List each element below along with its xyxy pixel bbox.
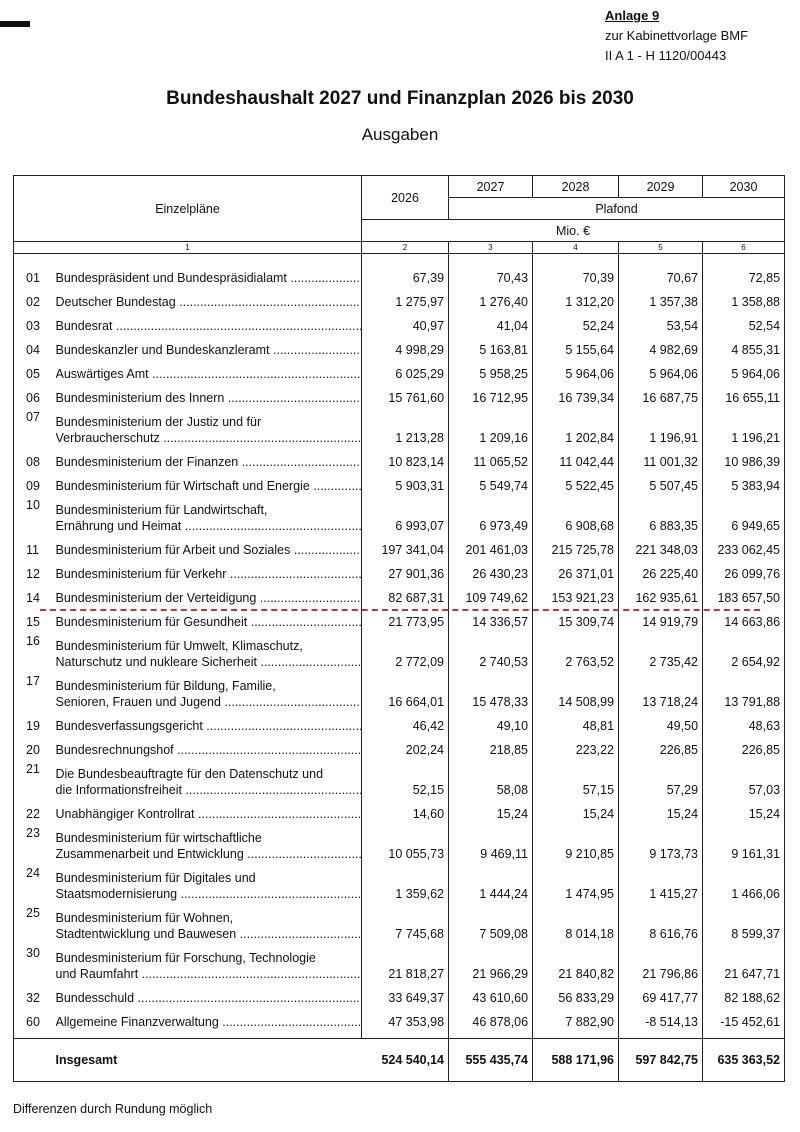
row-label-line: Zusammenarbeit und Entwicklung [55,847,244,861]
row-code: 08 [26,455,40,469]
row-code: 02 [26,295,40,309]
total-row [14,1039,785,1082]
row-label-line: Bundesrechnungshof [55,743,174,757]
row-value-2026: 1 359,62 [362,862,449,902]
document-subtitle: Ausgaben [361,125,439,144]
row-code: 05 [26,367,40,381]
row-value-2029: 53,54 [619,310,703,334]
row-code: 23 [26,826,40,840]
row-value-2028: 11 042,44 [533,446,619,470]
leader-dots [236,927,361,941]
row-code: 07 [26,410,40,424]
row-value-2029: 162 935,61 [619,582,703,606]
table-row [14,446,785,470]
table-row [14,310,785,334]
row-value-2028: 7 882,90 [533,1006,619,1030]
row-label-line: Die Bundesbeauftragte für den Datenschutz und [55,767,324,781]
row-value-2029: 226,85 [619,734,703,758]
row-label-line: Bundesministerium für Verkehr [55,567,227,581]
row-label [56,534,362,558]
row-value-2026: 14,60 [362,798,449,822]
row-label-line: Bundesministerium für Arbeit und Soziales [55,543,291,557]
row-value-2028: 6 908,68 [533,494,619,534]
row-value-2029: 5 964,06 [619,358,703,382]
row-value-2027: 7 509,08 [449,902,533,942]
row-value-2029: 11 001,32 [619,446,703,470]
row-label-line: Bundesschuld [55,991,135,1005]
row-code: 24 [26,866,40,880]
leader-dots [226,567,361,581]
leader-dots [244,847,361,861]
row-value-2028: 215 725,78 [533,534,619,558]
leader-dots [194,807,361,821]
row-value-2028: 1 202,84 [533,406,619,446]
row-value-2030: 26 099,76 [724,567,781,581]
row-value-2026: 1 275,97 [362,286,449,310]
row-label [56,262,362,286]
row-label [56,406,362,446]
row-value-2027: 109 749,62 [449,582,533,606]
row-value-2026: 197 341,04 [362,534,449,558]
budget-table [13,175,785,1082]
row-label-line: Bundesverfassungsgericht [55,719,203,733]
row-value-2028: 1 474,95 [533,862,619,902]
row-value-2030: 9 161,31 [731,847,781,861]
row-code: 60 [26,1015,40,1029]
row-code: 25 [26,906,40,920]
table-row [14,982,785,1006]
row-value-2027: 1 444,24 [449,862,533,902]
row-code: 04 [26,343,40,357]
row-value-2027: 21 966,29 [449,942,533,982]
row-value-2028: 5 522,45 [533,470,619,494]
row-code: 06 [26,391,40,405]
row-label [56,982,362,1006]
row-value-2028: 15,24 [533,798,619,822]
attachment-label: Anlage 9 [605,8,660,23]
row-code: 12 [26,567,40,581]
attachment-note [605,6,748,66]
row-value-2028: 9 210,85 [533,822,619,862]
row-value-2026: 10 055,73 [362,822,449,862]
row-value-2026: 7 745,68 [362,902,449,942]
row-value-2030: 226,85 [741,743,781,757]
row-value-2030: 15,24 [748,807,781,821]
leader-dots [224,391,361,405]
row-value-2026: 46,42 [362,710,449,734]
row-value-2027: 14 336,57 [449,606,533,630]
row-value-2026: 202,24 [362,734,449,758]
header-2027: 2027 [449,176,533,198]
row-label-line: und Raumfahrt [55,967,139,981]
table-row [14,942,785,982]
table-row [14,382,785,406]
row-label-line: Allgemeine Finanzverwaltung [55,1015,219,1029]
row-value-2027: 15,24 [449,798,533,822]
table-row [14,582,785,606]
row-label-line: Staatsmodernisierung [55,887,178,901]
row-label-line: Naturschutz und nukleare Sicherheit [55,655,258,669]
table-row [14,358,785,382]
row-value-2027: 201 461,03 [449,534,533,558]
table-row [14,494,785,534]
row-value-2028: 57,15 [533,758,619,798]
row-value-2030: 1 358,88 [731,295,781,309]
row-value-2029: 1 357,38 [619,286,703,310]
row-code: 17 [26,674,40,688]
row-value-2027: 58,08 [449,758,533,798]
table-row [14,710,785,734]
row-value-2026: 67,39 [362,262,449,286]
row-value-2026: 21 773,95 [362,606,449,630]
row-value-2026: 33 649,37 [362,982,449,1006]
header-2030: 2030 [703,176,785,198]
leader-dots [219,1015,361,1029]
row-value-2030: 52,54 [748,319,781,333]
row-value-2029: 4 982,69 [619,334,703,358]
index-cell: 6 [703,242,785,254]
table-row [14,822,785,862]
leader-dots [256,591,361,605]
table-row [14,406,785,446]
row-value-2028: 21 840,82 [533,942,619,982]
row-code: 21 [26,762,40,776]
row-value-2027: 5 163,81 [449,334,533,358]
row-value-2028: 14 508,99 [533,670,619,710]
header-2026: 2026 [362,176,449,220]
row-label-line: Bundesministerium der Justiz und für [55,415,262,429]
row-value-2027: 5 549,74 [449,470,533,494]
row-code: 22 [26,807,40,821]
row-label [56,334,362,358]
row-value-2026: 47 353,98 [362,1006,449,1030]
row-value-2028: 223,22 [533,734,619,758]
footnote: Differenzen durch Rundung möglich [13,1102,213,1116]
row-value-2030: -15 452,61 [720,1015,781,1029]
row-label-line: Bundesministerium der Finanzen [55,455,239,469]
row-label [56,710,362,734]
row-label [56,582,362,606]
row-value-2030: 1 196,21 [731,431,781,445]
row-value-2029: 1 415,27 [619,862,703,902]
row-label-line: Auswärtiges Amt [55,367,149,381]
row-code: 03 [26,319,40,333]
leader-dots [134,991,361,1005]
row-label [56,670,362,710]
row-value-2029: 13 718,24 [619,670,703,710]
row-value-2029: 70,67 [619,262,703,286]
row-label [56,446,362,470]
row-value-2030: 5 964,06 [731,367,781,381]
row-label [56,286,362,310]
leader-dots [138,967,361,981]
total-2026: 524 540,14 [362,1039,449,1082]
leader-dots [176,295,361,309]
leader-dots [287,271,361,285]
row-label [56,822,362,862]
row-value-2030: 48,63 [748,719,781,733]
leader-dots [203,719,361,733]
leader-dots [247,615,361,629]
row-value-2029: 2 735,42 [619,630,703,670]
row-label-line: Bundesministerium für Gesundheit [55,615,248,629]
row-value-2027: 43 610,60 [449,982,533,1006]
row-label [56,470,362,494]
row-value-2026: 16 664,01 [362,670,449,710]
row-value-2029: 6 883,35 [619,494,703,534]
row-value-2030: 13 791,88 [724,695,781,709]
row-label [56,758,362,798]
row-value-2026: 21 818,27 [362,942,449,982]
row-value-2028: 8 014,18 [533,902,619,942]
row-value-2027: 41,04 [449,310,533,334]
row-value-2028: 5 964,06 [533,358,619,382]
row-value-2030: 8 599,37 [731,927,781,941]
row-label-line: Bundesministerium für Bildung, Familie, [55,679,276,693]
leader-dots [181,519,361,533]
row-code: 30 [26,946,40,960]
row-value-2028: 16 739,34 [533,382,619,406]
row-value-2027: 1 209,16 [449,406,533,446]
file-reference: II A 1 - H 1120/00443 [605,48,727,63]
row-value-2030: 82 188,62 [724,991,781,1005]
row-label-line: Ernährung und Heimat [55,519,182,533]
total-2027: 555 435,74 [449,1039,533,1082]
leader-dots [160,431,361,445]
row-value-2027: 1 276,40 [449,286,533,310]
row-value-2026: 52,15 [362,758,449,798]
row-value-2028: 15 309,74 [533,606,619,630]
row-code: 19 [26,719,40,733]
row-value-2029: 9 173,73 [619,822,703,862]
row-value-2026: 82 687,31 [362,582,449,606]
row-value-2026: 40,97 [362,310,449,334]
row-label-line: Senioren, Frauen und Jugend [55,695,221,709]
leader-dots [221,695,361,709]
row-value-2030: 1 466,06 [731,887,781,901]
row-value-2028: 48,81 [533,710,619,734]
row-label-line: Unabhängiger Kontrollrat [55,807,195,821]
row-value-2027: 70,43 [449,262,533,286]
leader-dots [177,887,361,901]
header-einzelplaene: Einzelpläne [14,176,362,242]
table-row [14,798,785,822]
row-code: 15 [26,615,40,629]
row-label [56,1006,362,1030]
row-label-line: die Informationsfreiheit [55,783,182,797]
table-row [14,534,785,558]
table-row [14,670,785,710]
row-code: 20 [26,743,40,757]
row-value-2030: 4 855,31 [731,343,781,357]
row-label [56,358,362,382]
row-value-2029: 8 616,76 [619,902,703,942]
table-row [14,758,785,798]
index-cell: 3 [449,242,533,254]
row-value-2026: 10 823,14 [362,446,449,470]
leader-dots [290,543,361,557]
row-code: 09 [26,479,40,493]
row-value-2026: 15 761,60 [362,382,449,406]
row-code: 32 [26,991,40,1005]
row-value-2029: 49,50 [619,710,703,734]
row-label-line: Bundesministerium für wirtschaftliche [55,831,262,845]
leader-dots [149,367,361,381]
row-label [56,558,362,582]
row-label-line: Verbraucherschutz [55,431,160,445]
row-label-line: Bundesministerium des Innern [55,391,225,405]
index-cell: 2 [362,242,449,254]
row-value-2027: 11 065,52 [449,446,533,470]
row-value-2030: 2 654,92 [731,655,781,669]
row-code: 16 [26,634,40,648]
red-dashed-separator [40,609,760,611]
row-label-line: Bundesministerium der Verteidigung [55,591,257,605]
row-value-2026: 6 993,07 [362,494,449,534]
row-value-2030: 5 383,94 [731,479,781,493]
row-value-2027: 9 469,11 [449,822,533,862]
leader-dots [182,783,361,797]
row-label-line: Bundesministerium für Landwirtschaft, [55,503,268,517]
header-plafond: Plafond [449,198,785,220]
leader-dots [174,743,361,757]
row-label [56,734,362,758]
row-value-2029: -8 514,13 [619,1006,703,1030]
row-value-2026: 6 025,29 [362,358,449,382]
table-row [14,262,785,286]
row-label [56,902,362,942]
total-2030: 635 363,52 [703,1039,785,1082]
row-value-2030: 16 655,11 [725,391,781,405]
row-value-2030: 14 663,86 [724,615,781,629]
row-label-line: Bundesministerium für Wohnen, [55,911,234,925]
row-value-2027: 218,85 [449,734,533,758]
row-value-2030: 72,85 [748,271,781,285]
row-value-2030: 183 657,50 [717,591,781,605]
table-row [14,558,785,582]
row-code: 01 [26,271,40,285]
row-label [56,382,362,406]
row-label [56,942,362,982]
index-cell: 5 [619,242,703,254]
row-label [56,798,362,822]
header-2028: 2028 [533,176,619,198]
row-value-2026: 27 901,36 [362,558,449,582]
row-value-2028: 2 763,52 [533,630,619,670]
table-row [14,902,785,942]
row-value-2027: 49,10 [449,710,533,734]
row-label-line: Stadtentwicklung und Bauwesen [55,927,237,941]
row-code: 14 [26,591,40,605]
row-value-2028: 52,24 [533,310,619,334]
index-cell: 4 [533,242,619,254]
row-value-2029: 57,29 [619,758,703,798]
leader-dots [257,655,361,669]
table-row [14,1006,785,1030]
row-label [56,862,362,902]
row-value-2030: 233 062,45 [717,543,781,557]
row-label-line: Bundespräsident und Bundespräsidialamt [55,271,287,285]
row-value-2028: 56 833,29 [533,982,619,1006]
index-cell: 1 [14,242,362,254]
row-value-2028: 5 155,64 [533,334,619,358]
row-value-2027: 46 878,06 [449,1006,533,1030]
row-label-line: Bundesrat [55,319,113,333]
row-code: 11 [26,543,39,557]
leader-dots [112,319,361,333]
row-label-line: Bundesministerium für Forschung, Technologie [55,951,316,965]
row-label-line: Bundesministerium für Digitales und [55,871,256,885]
row-value-2027: 2 740,53 [449,630,533,670]
row-value-2029: 14 919,79 [619,606,703,630]
leader-dots [238,455,361,469]
table-row [14,734,785,758]
row-value-2030: 10 986,39 [724,455,781,469]
total-2029: 597 842,75 [619,1039,703,1082]
row-value-2026: 5 903,31 [362,470,449,494]
row-value-2029: 69 417,77 [619,982,703,1006]
row-label-line: Bundesministerium für Wirtschaft und Energie [55,479,310,493]
row-value-2026: 2 772,09 [362,630,449,670]
row-value-2026: 1 213,28 [362,406,449,446]
row-value-2030: 21 647,71 [724,967,781,981]
total-label: Insgesamt [56,1039,362,1082]
table-row [14,286,785,310]
row-value-2029: 221 348,03 [619,534,703,558]
cabinet-note: zur Kabinettvorlage BMF [605,28,749,43]
budget-rows [14,262,785,1030]
table-row [14,862,785,902]
row-label-line: Bundesministerium für Umwelt, Klimaschutz, [55,639,303,653]
row-value-2028: 26 371,01 [533,558,619,582]
row-code: 10 [26,498,40,512]
leader-dots [310,479,361,493]
row-value-2029: 16 687,75 [619,382,703,406]
header-2029: 2029 [619,176,703,198]
row-value-2027: 5 958,25 [449,358,533,382]
row-value-2027: 15 478,33 [449,670,533,710]
total-2028: 588 171,96 [533,1039,619,1082]
row-value-2028: 70,39 [533,262,619,286]
top-left-mark [0,21,30,27]
table-row [14,470,785,494]
row-value-2029: 15,24 [619,798,703,822]
leader-dots [270,343,361,357]
row-value-2030: 6 949,65 [731,519,781,533]
row-value-2027: 16 712,95 [449,382,533,406]
row-value-2030: 57,03 [748,783,781,797]
row-label [56,310,362,334]
row-value-2028: 153 921,23 [533,582,619,606]
table-row [14,334,785,358]
row-label-line: Deutscher Bundestag [55,295,176,309]
row-value-2029: 21 796,86 [619,942,703,982]
table-row [14,630,785,670]
row-label [56,494,362,534]
row-value-2028: 1 312,20 [533,286,619,310]
row-value-2027: 26 430,23 [449,558,533,582]
row-value-2029: 5 507,45 [619,470,703,494]
header-unit: Mio. € [362,220,785,242]
row-label-line: Bundeskanzler und Bundeskanzleramt [55,343,270,357]
row-value-2026: 4 998,29 [362,334,449,358]
row-label [56,630,362,670]
document-title: Bundeshaushalt 2027 und Finanzplan 2026 bis 2030 [166,88,634,109]
row-value-2029: 26 225,40 [619,558,703,582]
row-value-2027: 6 973,49 [449,494,533,534]
row-value-2029: 1 196,91 [619,406,703,446]
